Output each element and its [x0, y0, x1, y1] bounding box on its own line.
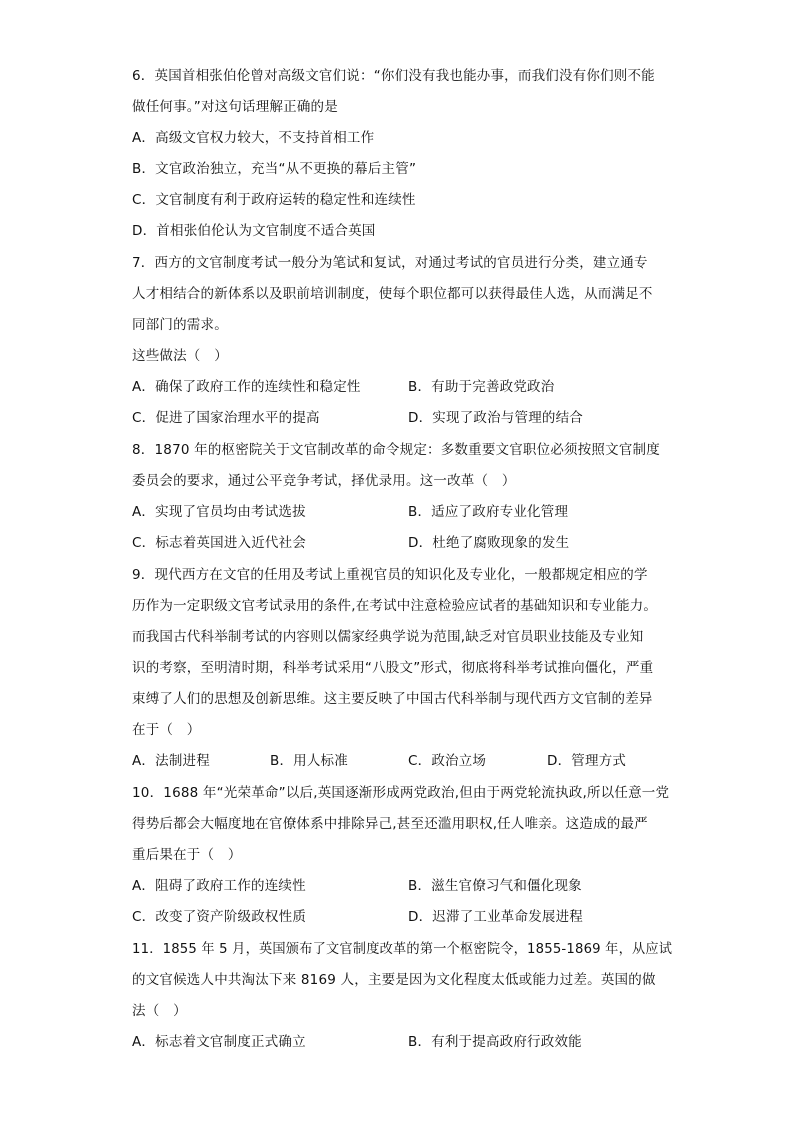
q10-stem-line-1: 10．1688 年“光荣革命”以后,英国逐渐形成两党政治,但由于两党轮流执政,所以任意一党 — [132, 785, 670, 801]
q8-stem-line-1: 8．1870 年的枢密院关于文官制改革的命令规定：多数重要文官职位必须按照文官制度 — [132, 442, 660, 458]
q9-stem-line-3: 而我国古代科举制考试的内容则以儒家经典学说为范围,缺乏对官员职业技能及专业知 — [132, 629, 644, 645]
q10-option-c: C．改变了资产阶级政权性质 — [132, 909, 307, 925]
q7-stem-line-1: 7．西方的文官制度考试一般分为笔试和复试，对通过考试的官员进行分类，建立通专 — [132, 255, 648, 271]
q7-stem-line-3: 同部门的需求。 — [132, 317, 228, 333]
q6-option-b: B．文官政治独立，充当“从不更换的幕后主管” — [132, 161, 417, 177]
q6-option-c: C．文官制度有利于政府运转的稳定性和连续性 — [132, 192, 416, 208]
q10-option-b: B．滋生官僚习气和僵化现象 — [408, 878, 582, 894]
q9-option-b: B．用人标准 — [270, 753, 348, 769]
q6-option-a: A．高级文官权力较大，不支持首相工作 — [132, 130, 375, 146]
q11-stem-line-2: 的文官候选人中共淘汰下来 8169 人，主要是因为文化程度太低或能力过差。英国的做 — [132, 972, 656, 988]
q8-option-a: A．实现了官员均由考试选拔 — [132, 504, 306, 520]
q7-option-b: B．有助于完善政党政治 — [408, 379, 555, 395]
q10-option-a: A．阻碍了政府工作的连续性 — [132, 878, 306, 894]
q9-option-d: D．管理方式 — [547, 753, 627, 769]
q11-option-b: B．有利于提高政府行政效能 — [408, 1034, 582, 1050]
q7-option-d: D．实现了政治与管理的结合 — [408, 410, 583, 426]
q10-stem-line-3: 重后果在于（ ） — [132, 847, 242, 863]
q9-stem-line-4: 识的考察，至明清时期，科举考试采用“八股文”形式，彻底将科举考试推向僵化，严重 — [132, 660, 654, 676]
q7-option-a: A．确保了政府工作的连续性和稳定性 — [132, 379, 361, 395]
q11-stem-line-1: 11．1855 年 5 月，英国颁布了文官制度改革的第一个枢密院令，1855-1869 年，从应试 — [132, 941, 673, 957]
q10-stem-line-2: 得势后都会大幅度地在官僚体系中排除异己,甚至还滥用职权,任人唯亲。这造成的最严 — [132, 816, 648, 832]
q7-stem-line-2: 人才相结合的新体系以及职前培训制度，使每个职位都可以获得最佳人选，从而满足不 — [132, 286, 653, 302]
q9-stem-line-5: 束缚了人们的思想及创新思维。这主要反映了中国古代科举制与现代西方文官制的差异 — [132, 691, 653, 707]
q7-option-c: C．促进了国家治理水平的提高 — [132, 410, 320, 426]
q9-stem-line-1: 9．现代西方在文官的任用及考试上重视官员的知识化及专业化，一般都规定相应的学 — [132, 567, 648, 583]
q7-stem-line-4: 这些做法（ ） — [132, 348, 228, 364]
q9-stem-line-6: 在于（ ） — [132, 722, 201, 738]
q9-option-a: A．法制进程 — [132, 753, 210, 769]
q9-option-c: C．政治立场 — [408, 753, 487, 769]
q11-option-a: A．标志着文官制度正式确立 — [132, 1034, 306, 1050]
q6-stem-line-2: 做任何事。”对这句话理解正确的是 — [132, 99, 338, 115]
q6-option-d: D．首相张伯伦认为文官制度不适合英国 — [132, 223, 376, 239]
q8-stem-line-2: 委员会的要求，通过公平竞争考试，择优录用。这一改革（ ） — [132, 473, 516, 489]
q9-stem-line-2: 历作为一定职级文官考试录用的条件,在考试中注意检验应试者的基础知识和专业能力。 — [132, 598, 658, 614]
q10-option-d: D．迟滞了工业革命发展进程 — [408, 909, 583, 925]
q8-option-b: B．适应了政府专业化管理 — [408, 504, 569, 520]
q8-option-c: C．标志着英国进入近代社会 — [132, 535, 307, 551]
q6-stem-line-1: 6．英国首相张伯伦曾对高级文官们说：“你们没有我也能办事，而我们没有你们则不能 — [132, 68, 655, 84]
q11-stem-line-3: 法（ ） — [132, 1003, 187, 1019]
q8-option-d: D．杜绝了腐败现象的发生 — [408, 535, 570, 551]
